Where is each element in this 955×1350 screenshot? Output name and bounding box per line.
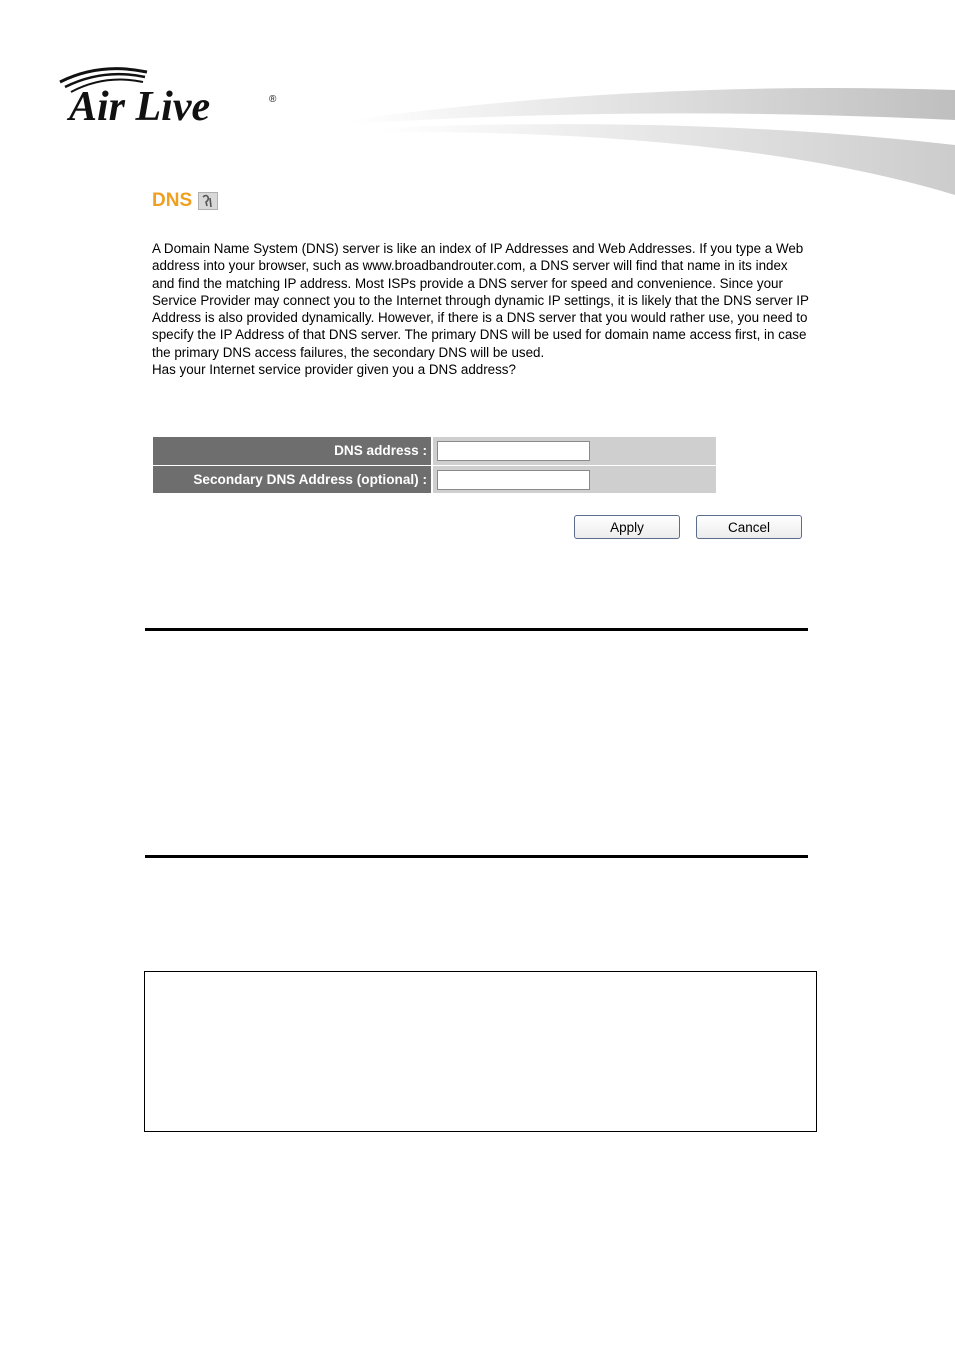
cancel-button[interactable]: Cancel [696,515,802,539]
airlive-logo [55,60,295,130]
svg-text:Air Live: Air Live [69,84,211,130]
dns-description [152,240,812,378]
dns-address-input[interactable] [437,441,590,461]
secondary-dns-input[interactable] [437,470,590,490]
dns-address-cell [433,437,716,465]
dns-address-label: DNS address : [153,437,433,465]
description-question: Has your Internet service provider given you a DNS address? [152,362,516,378]
help-icon[interactable] [198,192,218,210]
note-box [144,971,817,1132]
divider-top [145,628,808,631]
header-swoosh-decoration [340,80,955,200]
dns-form [153,437,716,493]
svg-text:®: ® [269,94,277,105]
page-title: DNS [152,190,193,211]
secondary-dns-row [153,465,716,493]
secondary-dns-label: Secondary DNS Address (optional) : [153,465,433,493]
divider-bottom [145,855,808,858]
secondary-dns-cell [433,465,716,493]
section-header [152,190,218,212]
description-paragraph: A Domain Name System (DNS) server is like an index of IP Addresses and Web Addresses. If you type a Web address into your browser, such as www.broadbandrouter.com, a DNS server will find that name in its index and find the matching IP address. Most ISPs provide a DNS server for speed and convenience. Since your Service Provider may connect you to the Internet through dynamic IP settings, it is likely that the DNS server IP Address is also provided dynamically. However, if there is a DNS server that you would rather use, you need to specify the IP Address of that DNS server. The primary DNS will be used for domain name access first, in case the primary DNS access failures, the secondary DNS will be used. [152,241,809,360]
dns-address-row [153,437,716,465]
apply-button[interactable]: Apply [574,515,680,539]
